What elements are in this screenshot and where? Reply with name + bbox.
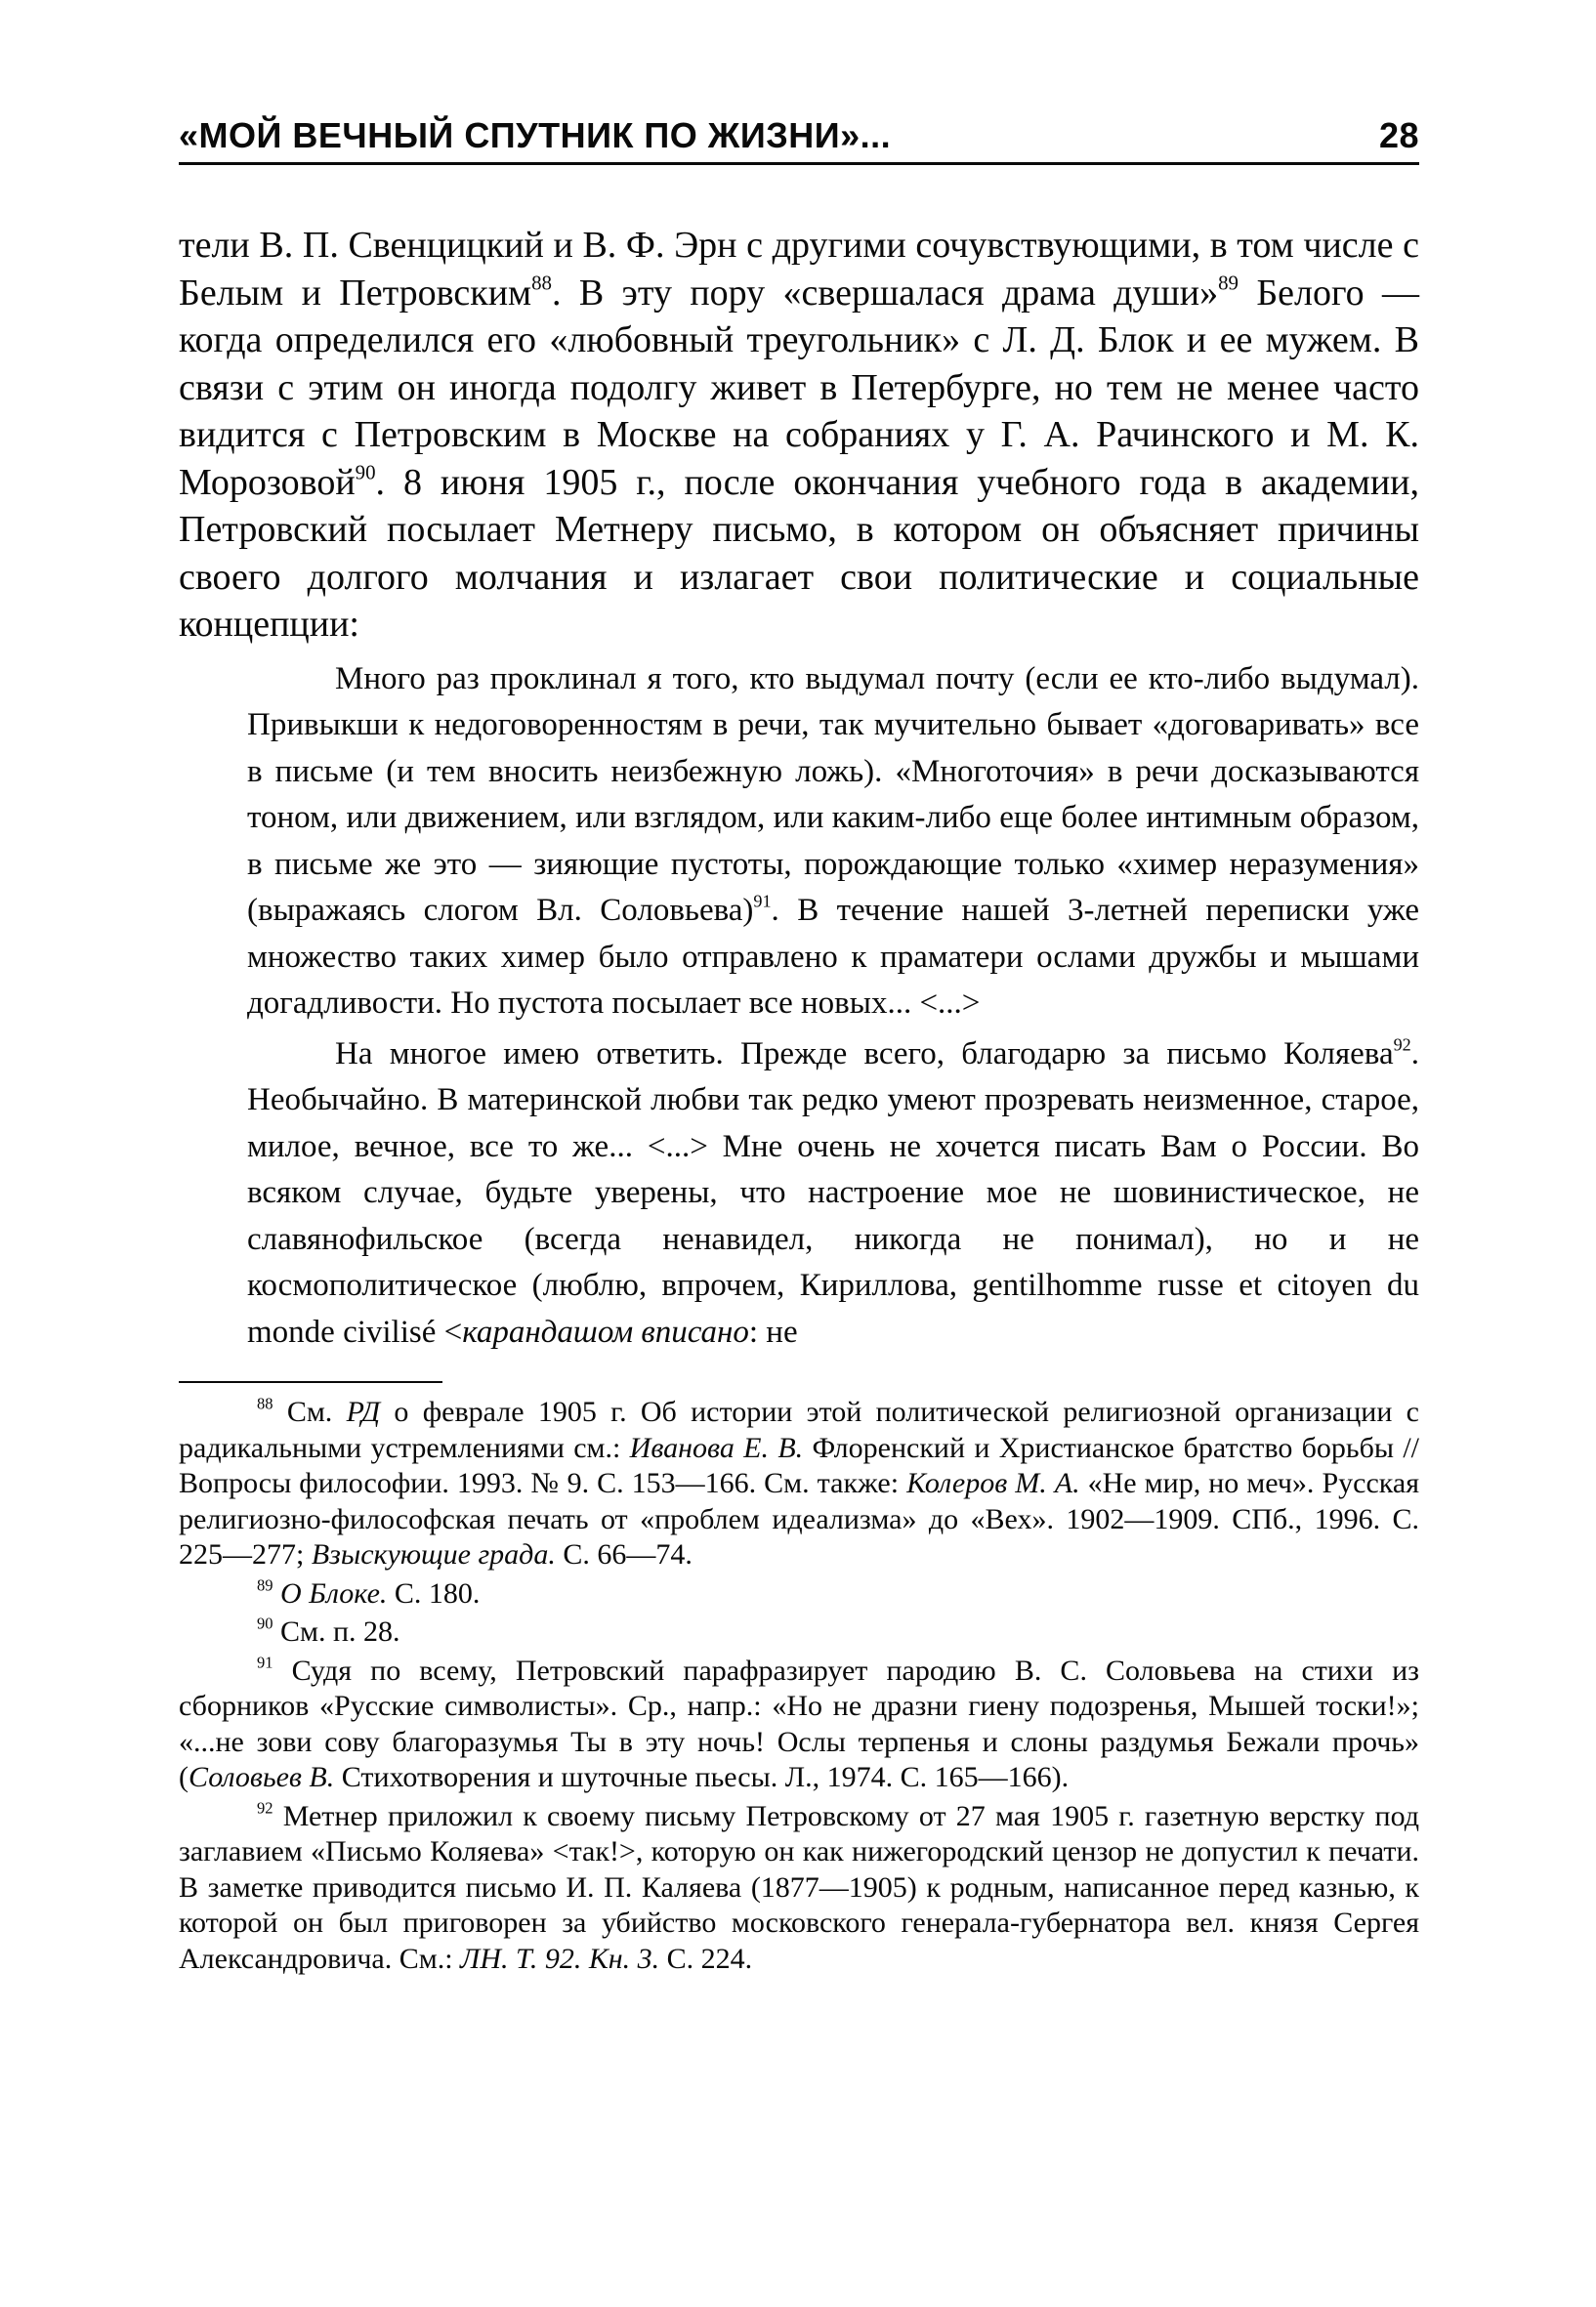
- text-run: С. 224.: [659, 1942, 753, 1975]
- text-run: . В эту пору «свершалася драма души»: [551, 272, 1219, 314]
- main-text: [179, 222, 1419, 649]
- text-run: Много раз проклинал я того, кто выдумал почту (если ее кто-либо выдумал). Привыкши к недоговоренностям в речи, так мучительно бывает «договаривать» все в письме (и тем вносить неизбежную ложь). «Многоточия» в речи досказываются тоном, или движением, или взглядом, или каким-либо еще более интимным образом, в письме же это — зияющие пустоты, порождающие только «химер неразумения» (выражаясь слогом Вл. Соловьева): [247, 660, 1419, 928]
- quote-paragraph-1: [247, 656, 1419, 1028]
- text-run: См. п. 28.: [273, 1615, 400, 1648]
- footnote-number: 92: [257, 1798, 273, 1818]
- quote-paragraph-2: [247, 1031, 1419, 1357]
- text-run: На многое имею ответить. Прежде всего, благодарю за письмо Коляева: [335, 1035, 1394, 1071]
- italic-run: ЛН. Т. 92. Кн. 3.: [460, 1942, 660, 1975]
- footnote-90: [179, 1615, 1419, 1651]
- italic-run: карандашом вписано: [462, 1314, 749, 1350]
- italic-run: Иванова Е. В.: [629, 1431, 804, 1464]
- text-run: С. 180.: [387, 1576, 481, 1610]
- footnote-number: 88: [257, 1394, 273, 1413]
- text-run: Судя по всему, Петровский парафразирует пародию В. С. Соловьева на стихи из сборников «Русские символисты». Ср., напр.: «Но не дразни гиену подозренья, Мышей тоски!»; «...не зови сову благоразумья Ты в эту ночь! Ослы терпенья и слоны раздумья Бежали прочь» (: [179, 1654, 1419, 1793]
- footnote-ref-90[interactable]: 90: [355, 459, 376, 483]
- page-number: 28: [1378, 115, 1419, 155]
- text-run: . Необычайно. В материнской любви так редко умеют прозревать неизменное, старое, милое, вечное, все то же... <...> Мне очень не хочется писать Вам о России. Во всяком случае, будьте уверены, что настроение мое не шовинистическое, не славянофильское (всегда ненавидел, никогда не понимал), но и не космополитическое (люблю, впрочем, Кириллова, gentilhomme russe et citoyen du monde civilisé <: [247, 1035, 1419, 1350]
- text-run: : не: [748, 1314, 798, 1350]
- text-run: Флоренский и Христианское братство борьбы // Вопросы философии. 1993. № 9. С. 153—166. См. также:: [179, 1431, 1420, 1499]
- footnotes: [179, 1395, 1419, 1977]
- text-run: тели В. П. Свенцицкий и В. Ф. Эрн с другими сочувствующими, в том числе с Белым и Петровским: [179, 225, 1419, 314]
- footnote-ref-89[interactable]: 89: [1218, 270, 1239, 294]
- footnote-91: [179, 1654, 1419, 1796]
- text-run: [273, 1577, 281, 1610]
- book-page: [179, 115, 1419, 1980]
- footnote-ref-92[interactable]: 92: [1393, 1033, 1411, 1054]
- italic-run: РД: [346, 1396, 381, 1428]
- italic-run: Колеров М. А.: [906, 1467, 1080, 1499]
- text-run: С. 66—74.: [555, 1538, 693, 1571]
- footnote-89: [179, 1576, 1419, 1613]
- text-run: . В течение нашей 3-летней переписки уже множество таких химер было отправлено к праматери ослами дружбы и мышами догадливости. Но пустота посылает все новых... <...>: [247, 893, 1419, 1021]
- footnote-88: [179, 1395, 1419, 1573]
- italic-run: О Блоке.: [280, 1576, 388, 1610]
- running-title: «МОЙ ВЕЧНЫЙ СПУТНИК ПО ЖИЗНИ»...: [179, 115, 892, 155]
- footnote-ref-88[interactable]: 88: [531, 270, 552, 294]
- text-run: «Не мир, но меч». Русская религиозно-философская печать от «проблем идеализма» до «Вех». 1902—1909. СПб., 1996. С. 225—277;: [179, 1467, 1420, 1571]
- text-run: Белого — когда определился его «любовный треугольник» с Л. Д. Блок и ее мужем. В связи с этим он иногда подолгу живет в Петербурге, но тем не менее часто видится с Петровским в Москве на собраниях у Г. А. Рачинского и М. К. Морозовой: [179, 272, 1420, 503]
- italic-run: Соловьев В.: [189, 1761, 335, 1793]
- text-run: Стихотворения и шуточные пьесы. Л., 1974. С. 165—166).: [334, 1761, 1070, 1793]
- footnote-number: 89: [257, 1575, 273, 1595]
- footnote-divider: [179, 1381, 442, 1383]
- text-run: См.: [273, 1396, 347, 1428]
- footnote-number: 91: [257, 1653, 273, 1672]
- main-paragraph: [179, 222, 1419, 649]
- text-run: о феврале 1905 г. Об истории этой политической религиозной организации с радикальными устремлениями см.:: [179, 1396, 1420, 1464]
- text-run: Метнер приложил к своему письму Петровскому от 27 мая 1905 г. газетную верстку под заглавием «Письмо Коляева» <так!>, которую он как нижегородский цензор не допустил к печати. В заметке приводится письмо И. П. Каляева (1877—1905) к родным, написанное перед казнью, к которой он был приговорен за убийство московского генерала-губернатора вел. князя Сергея Александровича. См.:: [179, 1799, 1419, 1975]
- footnote-92: [179, 1799, 1419, 1978]
- letter-quotation: [247, 656, 1419, 1357]
- footnote-number: 90: [257, 1614, 273, 1633]
- running-header: [179, 115, 1419, 165]
- italic-run: Взыскующие града.: [311, 1538, 556, 1571]
- text-run: . 8 июня 1905 г., после окончания учебного года в академии, Петровский посылает Метнеру письмо, в котором он объясняет причины своего долгого молчания и излагает свои политические и социальные концепции:: [179, 461, 1419, 645]
- footnote-ref-91[interactable]: 91: [753, 891, 772, 911]
